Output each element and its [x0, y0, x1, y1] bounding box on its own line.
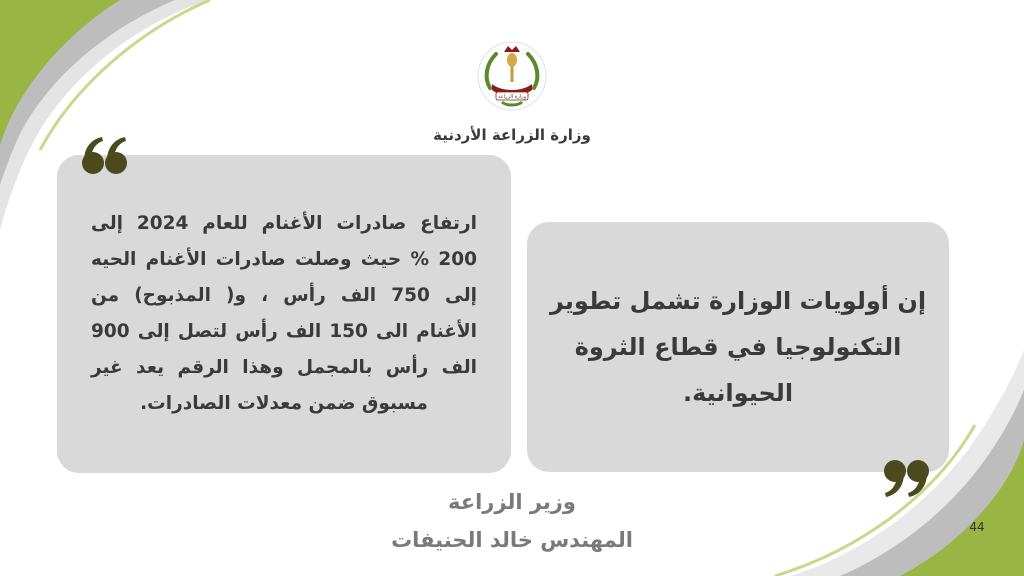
ministry-emblem-icon: [476, 40, 548, 112]
ministry-name: وزارة الزراعة الأردنية: [433, 126, 591, 144]
quote-box-priorities: [527, 222, 949, 472]
page-number: 44: [969, 520, 985, 534]
open-quote-icon: [80, 135, 128, 179]
quote-text-priorities: إن أولويات الوزارة تشمل تطوير التكنولوجيا في قطاع الثروة الحيوانية.: [549, 287, 927, 407]
quote-box-exports: [57, 155, 511, 473]
signature-title: وزير الزراعة: [448, 490, 576, 514]
logo-text: وزارة الزراعة: [498, 94, 526, 100]
quote-text-exports: ارتفاع صادرات الأغنام للعام 2024 إلى 200 % حيث وصلت صادرات الأغنام الحيه إلى 750 الف رأس ، و( المذبوح) من الأغنام الى 150 الف رأس لتصل إلى 900 الف رأس بالمجمل وهذا الرقم يعد غير مسبوق ضمن معدلات الصادرات.: [91, 213, 477, 414]
close-quote-icon: [883, 455, 931, 499]
signature-name: المهندس خالد الحنيفات: [391, 528, 633, 552]
